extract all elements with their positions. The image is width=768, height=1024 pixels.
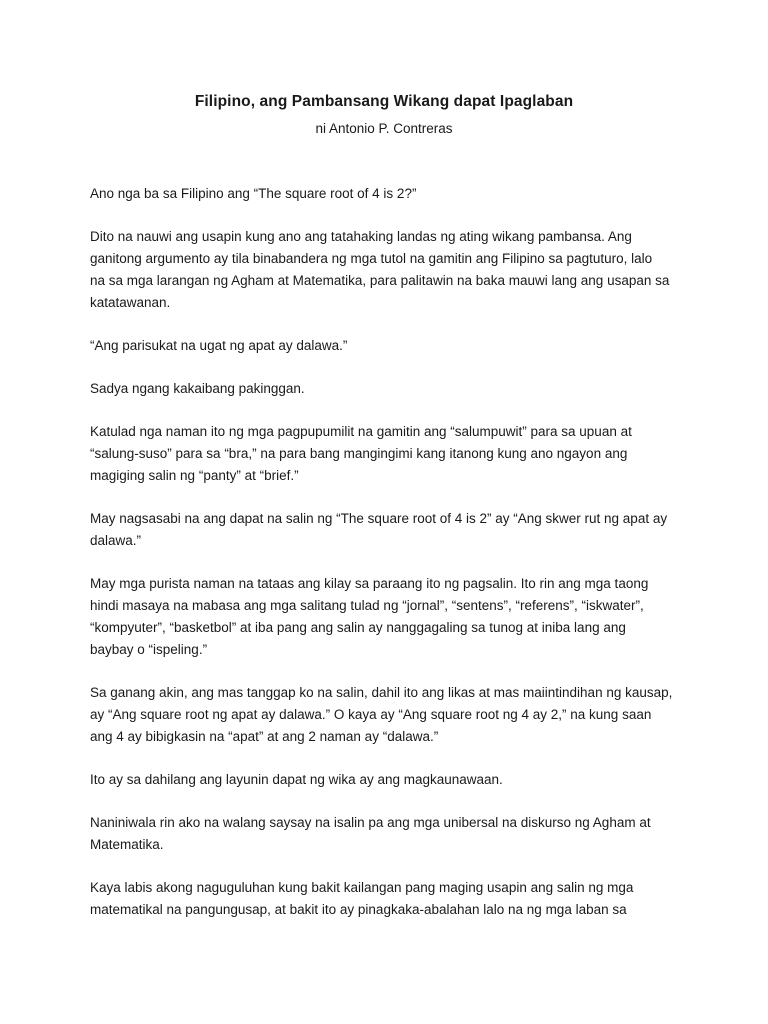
body-paragraph xyxy=(90,378,690,400)
paragraph-line: May mga purista naman na tataas ang kilay sa paraang ito ng pagsalin. Ito rin ang mga taong xyxy=(90,576,649,591)
paragraph-line: baybay o “ispeling.” xyxy=(90,642,208,657)
paragraph-line: “salung-suso” para sa “bra,” na para bang mangingimi kang itanong kung ano ngayon ang xyxy=(90,446,628,461)
paragraph-line: magiging salin ng “panty” at “brief.” xyxy=(90,468,299,483)
body-paragraph xyxy=(90,682,690,748)
paragraph-line: “kompyuter”, “basketbol” at iba pang ang salin ay nanggagaling sa tunog at iniba lang ang xyxy=(90,620,626,635)
paragraph-line: Matematika. xyxy=(90,837,164,852)
paragraph-line: ang 4 ay bibigkasin na “apat” at ang 2 naman ay “dalawa.” xyxy=(90,729,439,744)
document-title: Filipino, ang Pambansang Wikang dapat Ipaglaban xyxy=(194,93,574,110)
paragraph-line: Kaya labis akong naguguluhan kung bakit kailangan pang maging usapin ang salin ng mga xyxy=(90,880,634,895)
body-paragraph xyxy=(90,508,690,552)
paragraph-line: ganitong argumento ay tila binabandera ng mga tutol na gamitin ang Filipino sa pagtuturo, lalo xyxy=(90,251,653,266)
body-paragraph xyxy=(90,226,690,314)
body-paragraph xyxy=(90,421,690,487)
body-paragraph xyxy=(90,812,690,856)
paragraph-line: Naniniwala rin ako na walang saysay na isalin pa ang mga unibersal na diskurso ng Agham at xyxy=(90,815,651,830)
body-paragraph xyxy=(90,573,690,661)
body-paragraph xyxy=(90,335,690,357)
paragraph-line: dalawa.” xyxy=(90,533,142,548)
body-paragraph xyxy=(90,877,690,921)
paragraph-line: matematikal na pangungusap, at bakit ito ay pinagkaka-abalahan lalo na ng mga laban sa xyxy=(90,902,627,917)
body-paragraph xyxy=(90,183,690,205)
paragraph-line: hindi masaya na mabasa ang mga salitang tulad ng “jornal”, “sentens”, “referens”, “iskwater”, xyxy=(90,598,644,613)
paragraph-line: Katulad nga naman ito ng mga pagpupumilit na gamitin ang “salumpuwit” para sa upuan at xyxy=(90,424,632,439)
document-body xyxy=(90,183,690,942)
paragraph-line: Ito ay sa dahilang ang layunin dapat ng wika ay ang magkaunawaan. xyxy=(90,772,503,787)
paragraph-line: “Ang parisukat na ugat ng apat ay dalawa.” xyxy=(90,338,348,353)
paragraph-line: Dito na nauwi ang usapin kung ano ang tatahaking landas ng ating wikang pambansa. Ang xyxy=(90,229,632,244)
paragraph-line: Sadya ngang kakaibang pakinggan. xyxy=(90,381,305,396)
paragraph-line: Ano nga ba sa Filipino ang “The square root of 4 is 2?” xyxy=(90,186,417,201)
body-paragraph xyxy=(90,769,690,791)
paragraph-line: na sa mga larangan ng Agham at Matematika, para palitawin na baka mauwi lang ang usapan sa xyxy=(90,273,670,288)
paragraph-line: May nagsasabi na ang dapat na salin ng “The square root of 4 is 2” ay “Ang skwer rut ng apat ay xyxy=(90,511,668,526)
paragraph-line: ay “Ang square root ng apat ay dalawa.” O kaya ay “Ang square root ng 4 ay 2,” na kung saan xyxy=(90,707,652,722)
paragraph-line: Sa ganang akin, ang mas tanggap ko na salin, dahil ito ang likas at mas maiintindihan ng kausap, xyxy=(90,685,673,700)
author-byline: ni Antonio P. Contreras xyxy=(315,121,453,136)
paragraph-line: katatawanan. xyxy=(90,295,171,310)
